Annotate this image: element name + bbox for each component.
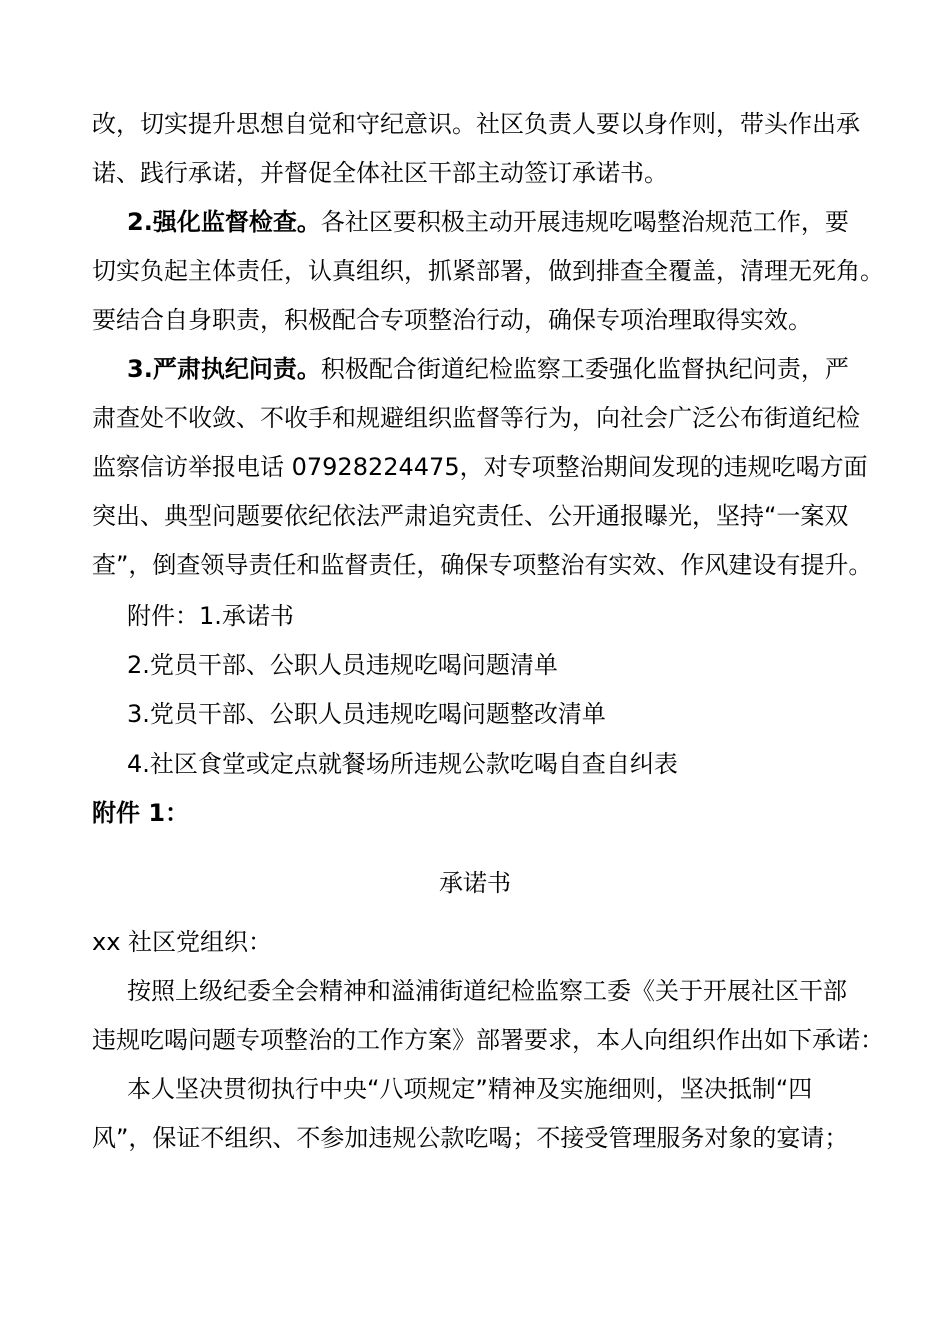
attachment-item: 3.党员干部、公职人员违规吃喝问题整改清单 bbox=[127, 700, 606, 728]
paragraph-line: 按照上级纪委全会精神和溢浦街道纪检监察工委《关于开展社区干部 bbox=[127, 977, 847, 1005]
attachment-item: 2.党员干部、公职人员违规吃喝问题清单 bbox=[127, 651, 558, 679]
paragraph-line: 违规吃喝问题专项整治的工作方案》部署要求，本人向组织作出如下承诺： bbox=[92, 1026, 884, 1054]
paragraph-line: 肃查处不收敛、不收手和规避组织监督等行为，向社会广泛公布街道纪检 bbox=[92, 404, 860, 432]
paragraph-line bbox=[127, 349, 849, 389]
paragraph-line bbox=[127, 202, 849, 242]
document-title: 承诺书 bbox=[439, 869, 511, 897]
paragraph-text: 积极配合街道纪检监察工委强化监督执纪问责，严 bbox=[320, 355, 849, 383]
paragraph-line: 监察信访举报电话 07928224475，对专项整治期间发现的违规吃喝方面 bbox=[92, 453, 868, 481]
section-heading: 2.强化监督检查。 bbox=[127, 208, 321, 236]
paragraph-line: 切实负起主体责任，认真组织，抓紧部署，做到排查全覆盖，清理无死角。 bbox=[92, 257, 884, 285]
paragraph-line: 诺、践行承诺，并督促全体社区干部主动签订承诺书。 bbox=[92, 159, 668, 187]
paragraph-line: 改，切实提升思想自觉和守纪意识。社区负责人要以身作则，带头作出承 bbox=[92, 110, 860, 138]
annex-heading: 附件 1： bbox=[92, 799, 190, 827]
paragraph-line: 要结合自身职责，积极配合专项整治行动，确保专项治理取得实效。 bbox=[92, 306, 812, 334]
paragraph-text: 各社区要积极主动开展违规吃喝整治规范工作，要 bbox=[320, 208, 849, 236]
section-heading: 3.严肃执纪问责。 bbox=[127, 355, 321, 383]
attachment-item: 4.社区食堂或定点就餐场所违规公款吃喝自查自纠表 bbox=[127, 750, 678, 778]
attachment-item: 附件：1.承诺书 bbox=[127, 602, 294, 630]
paragraph-line: 查”，倒查领导责任和监督责任，确保专项整治有实效、作风建设有提升。 bbox=[92, 551, 873, 579]
paragraph-line: 风”，保证不组织、不参加违规公款吃喝；不接受管理服务对象的宴请； bbox=[92, 1124, 849, 1152]
paragraph-line: 本人坚决贯彻执行中央“八项规定”精神及实施细则，坚决抵制“四 bbox=[127, 1075, 813, 1103]
paragraph-line: 突出、典型问题要依纪依法严肃追究责任、公开通报曝光，坚持“一案双 bbox=[92, 502, 849, 530]
salutation: xx 社区党组织： bbox=[92, 928, 273, 956]
